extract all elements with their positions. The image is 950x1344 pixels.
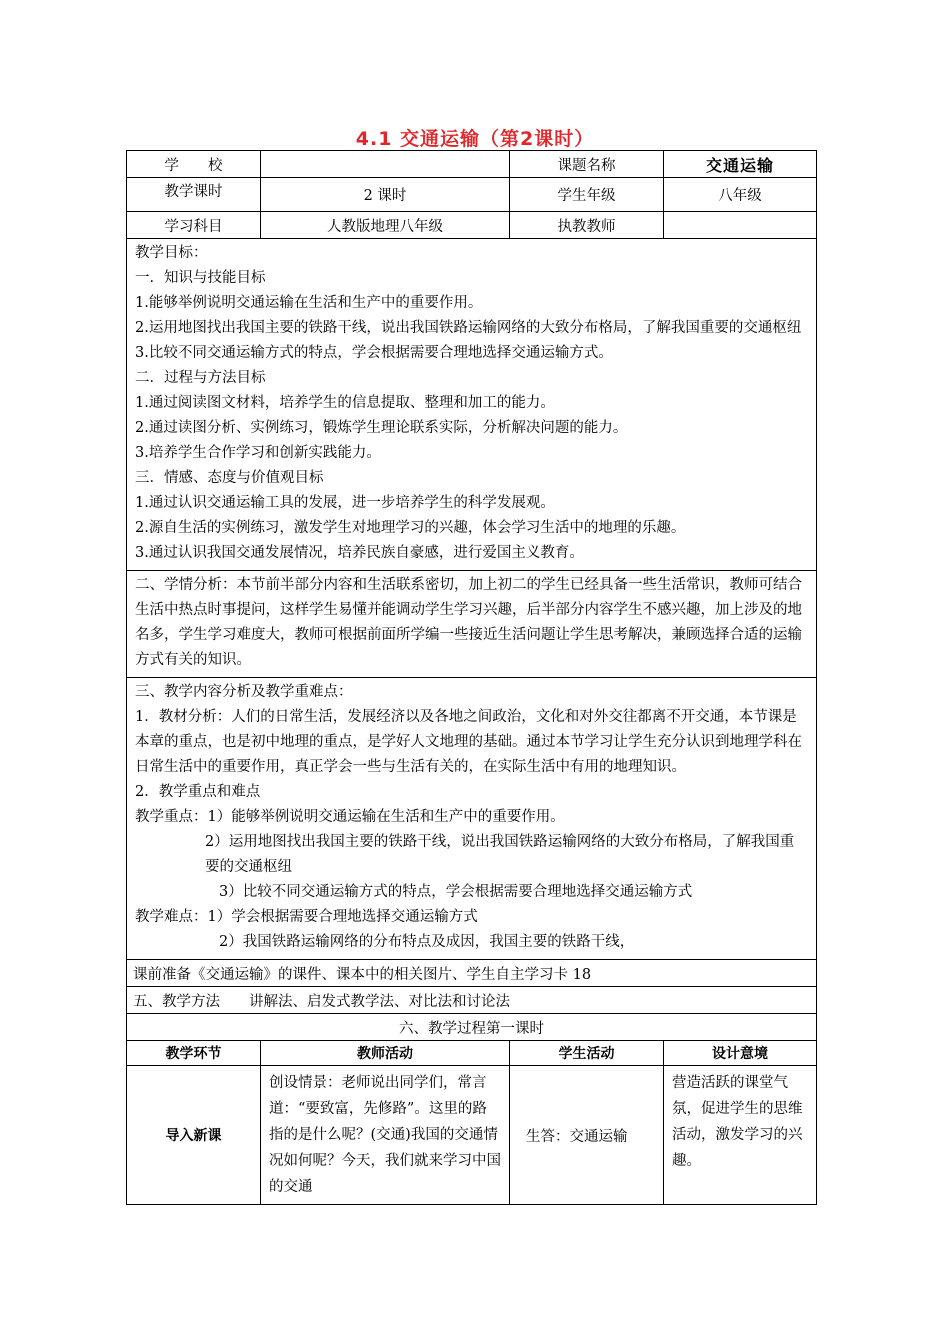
teacher-value [664, 212, 817, 239]
key-point-3: 3）比较不同交通运输方式的特点，学会根据需要合理地选择交通运输方式 [219, 884, 693, 900]
objectives-section [127, 239, 817, 571]
document-title: 4.1 交通运输（第2课时） [355, 128, 595, 150]
learner-analysis-text: 二、学情分析：本节前半部分内容和生活联系密切，加上初二的学生已经具备一些生活常识，教师可结合生活中热点时事提问，这样学生易懂并能调动学生学习兴趣，后半部分内容学生不感兴趣，加上涉及的地名多，学生学习难度大，教师可根据前面所学编一些接近生活问题让学生思考解决，兼顾选择合适的运输方式有关的知识。 [135, 577, 802, 668]
key-point-2: 2）运用地图找出我国主要的铁路干线，说出我国铁路运输网络的大致分布格局，了解我国重要的交通枢纽 [205, 834, 795, 875]
school-label: 学 校 [127, 151, 261, 178]
key-point-1: 教学重点：1）能够举例说明交通运输在生活和生产中的重要作用。 [135, 809, 565, 825]
design-intent-cell: 营造活跃的课堂气氛，促进学生的思维活动，激发学习的兴趣。 [664, 1066, 817, 1205]
methods-row: 五、教学方法 讲解法、启发式教学法、对比法和讨论法 [127, 987, 817, 1014]
objective-line: 一．知识与技能目标 [135, 270, 266, 286]
objective-line: 2.通过读图分析、实例练习，锻炼学生理论联系实际，分析解决问题的能力。 [135, 420, 628, 436]
student-activity-cell: 生答：交通运输 [510, 1066, 664, 1205]
topic-value: 交通运输 [664, 151, 817, 178]
lesson-plan-table [126, 150, 817, 1205]
material-analysis: 1．教材分析：人们的日常生活，发展经济以及各地之间政治，文化和对外交往都离不开交通，本节课是本章的重点，也是初中地理的重点，是学好人文地理的基础。通过本节学习让学生充分认识到地理学科在日常生活中的重要作用，真正学会一些与生活有关的，在实际生活中有用的地理知识。 [135, 709, 802, 775]
objective-line: 3.培养学生合作学习和创新实践能力。 [135, 445, 381, 461]
keypoints-heading: 2．教学重点和难点 [135, 784, 261, 800]
column-header-student: 学生活动 [510, 1041, 664, 1066]
content-heading: 三、教学内容分析及教学重难点： [135, 684, 353, 700]
teacher-activity-cell: 创设情景：老师说出同学们，常言道：“要致富，先修路”。这里的路指的是什么呢？(交通)我国的交通情况如何呢？今天，我们就来学习中国的交通 [261, 1066, 510, 1205]
column-header-stage: 教学环节 [127, 1041, 261, 1066]
objective-line: 三．情感、态度与价值观目标 [135, 470, 324, 486]
objective-line: 3.比较不同交通运输方式的特点，学会根据需要合理地选择交通运输方式。 [135, 345, 613, 361]
objective-line: 2.源自生活的实例练习，激发学生对地理学习的兴趣，体会学习生活中的地理的乐趣。 [135, 520, 686, 536]
column-header-teacher: 教师活动 [261, 1041, 510, 1066]
objective-line: 2.运用地图找出我国主要的铁路干线，说出我国铁路运输网络的大致分布格局，了解我国重要的交通枢纽 [135, 320, 802, 336]
topic-label: 课题名称 [510, 151, 664, 178]
objective-line: 1.通过认识交通运输工具的发展，进一步培养学生的科学发展观。 [135, 495, 555, 511]
hours-label: 教学课时 [127, 178, 261, 212]
school-value [261, 151, 510, 178]
stage-cell: 导入新课 [127, 1066, 261, 1205]
objectives-heading: 教学目标： [135, 245, 208, 261]
preparation-row: 课前准备《交通运输》的课件、课本中的相关图片、学生自主学习卡 18 [127, 960, 817, 987]
content-analysis-section [127, 678, 817, 960]
column-header-design: 设计意境 [664, 1041, 817, 1066]
learner-analysis-section [127, 571, 817, 678]
teacher-label: 执教教师 [510, 212, 664, 239]
subject-label: 学习科目 [127, 212, 261, 239]
process-heading: 六、教学过程第一课时 [127, 1014, 817, 1041]
difficulty-2: 2）我国铁路运输网络的分布特点及成因，我国主要的铁路干线， [219, 934, 635, 950]
objective-line: 3.通过认识我国交通发展情况，培养民族自豪感，进行爱国主义教育。 [135, 545, 584, 561]
objective-line: 1.通过阅读图文材料，培养学生的信息提取、整理和加工的能力。 [135, 395, 555, 411]
objective-line: 二．过程与方法目标 [135, 370, 266, 386]
grade-value: 八年级 [664, 178, 817, 212]
difficulty-1: 教学难点：1）学会根据需要合理地选择交通运输方式 [135, 909, 478, 925]
objective-line: 1.能够举例说明交通运输在生活和生产中的重要作用。 [135, 295, 483, 311]
grade-label: 学生年级 [510, 178, 664, 212]
hours-value: 2 课时 [261, 178, 510, 212]
subject-value: 人教版地理八年级 [261, 212, 510, 239]
table-row [127, 1066, 817, 1205]
